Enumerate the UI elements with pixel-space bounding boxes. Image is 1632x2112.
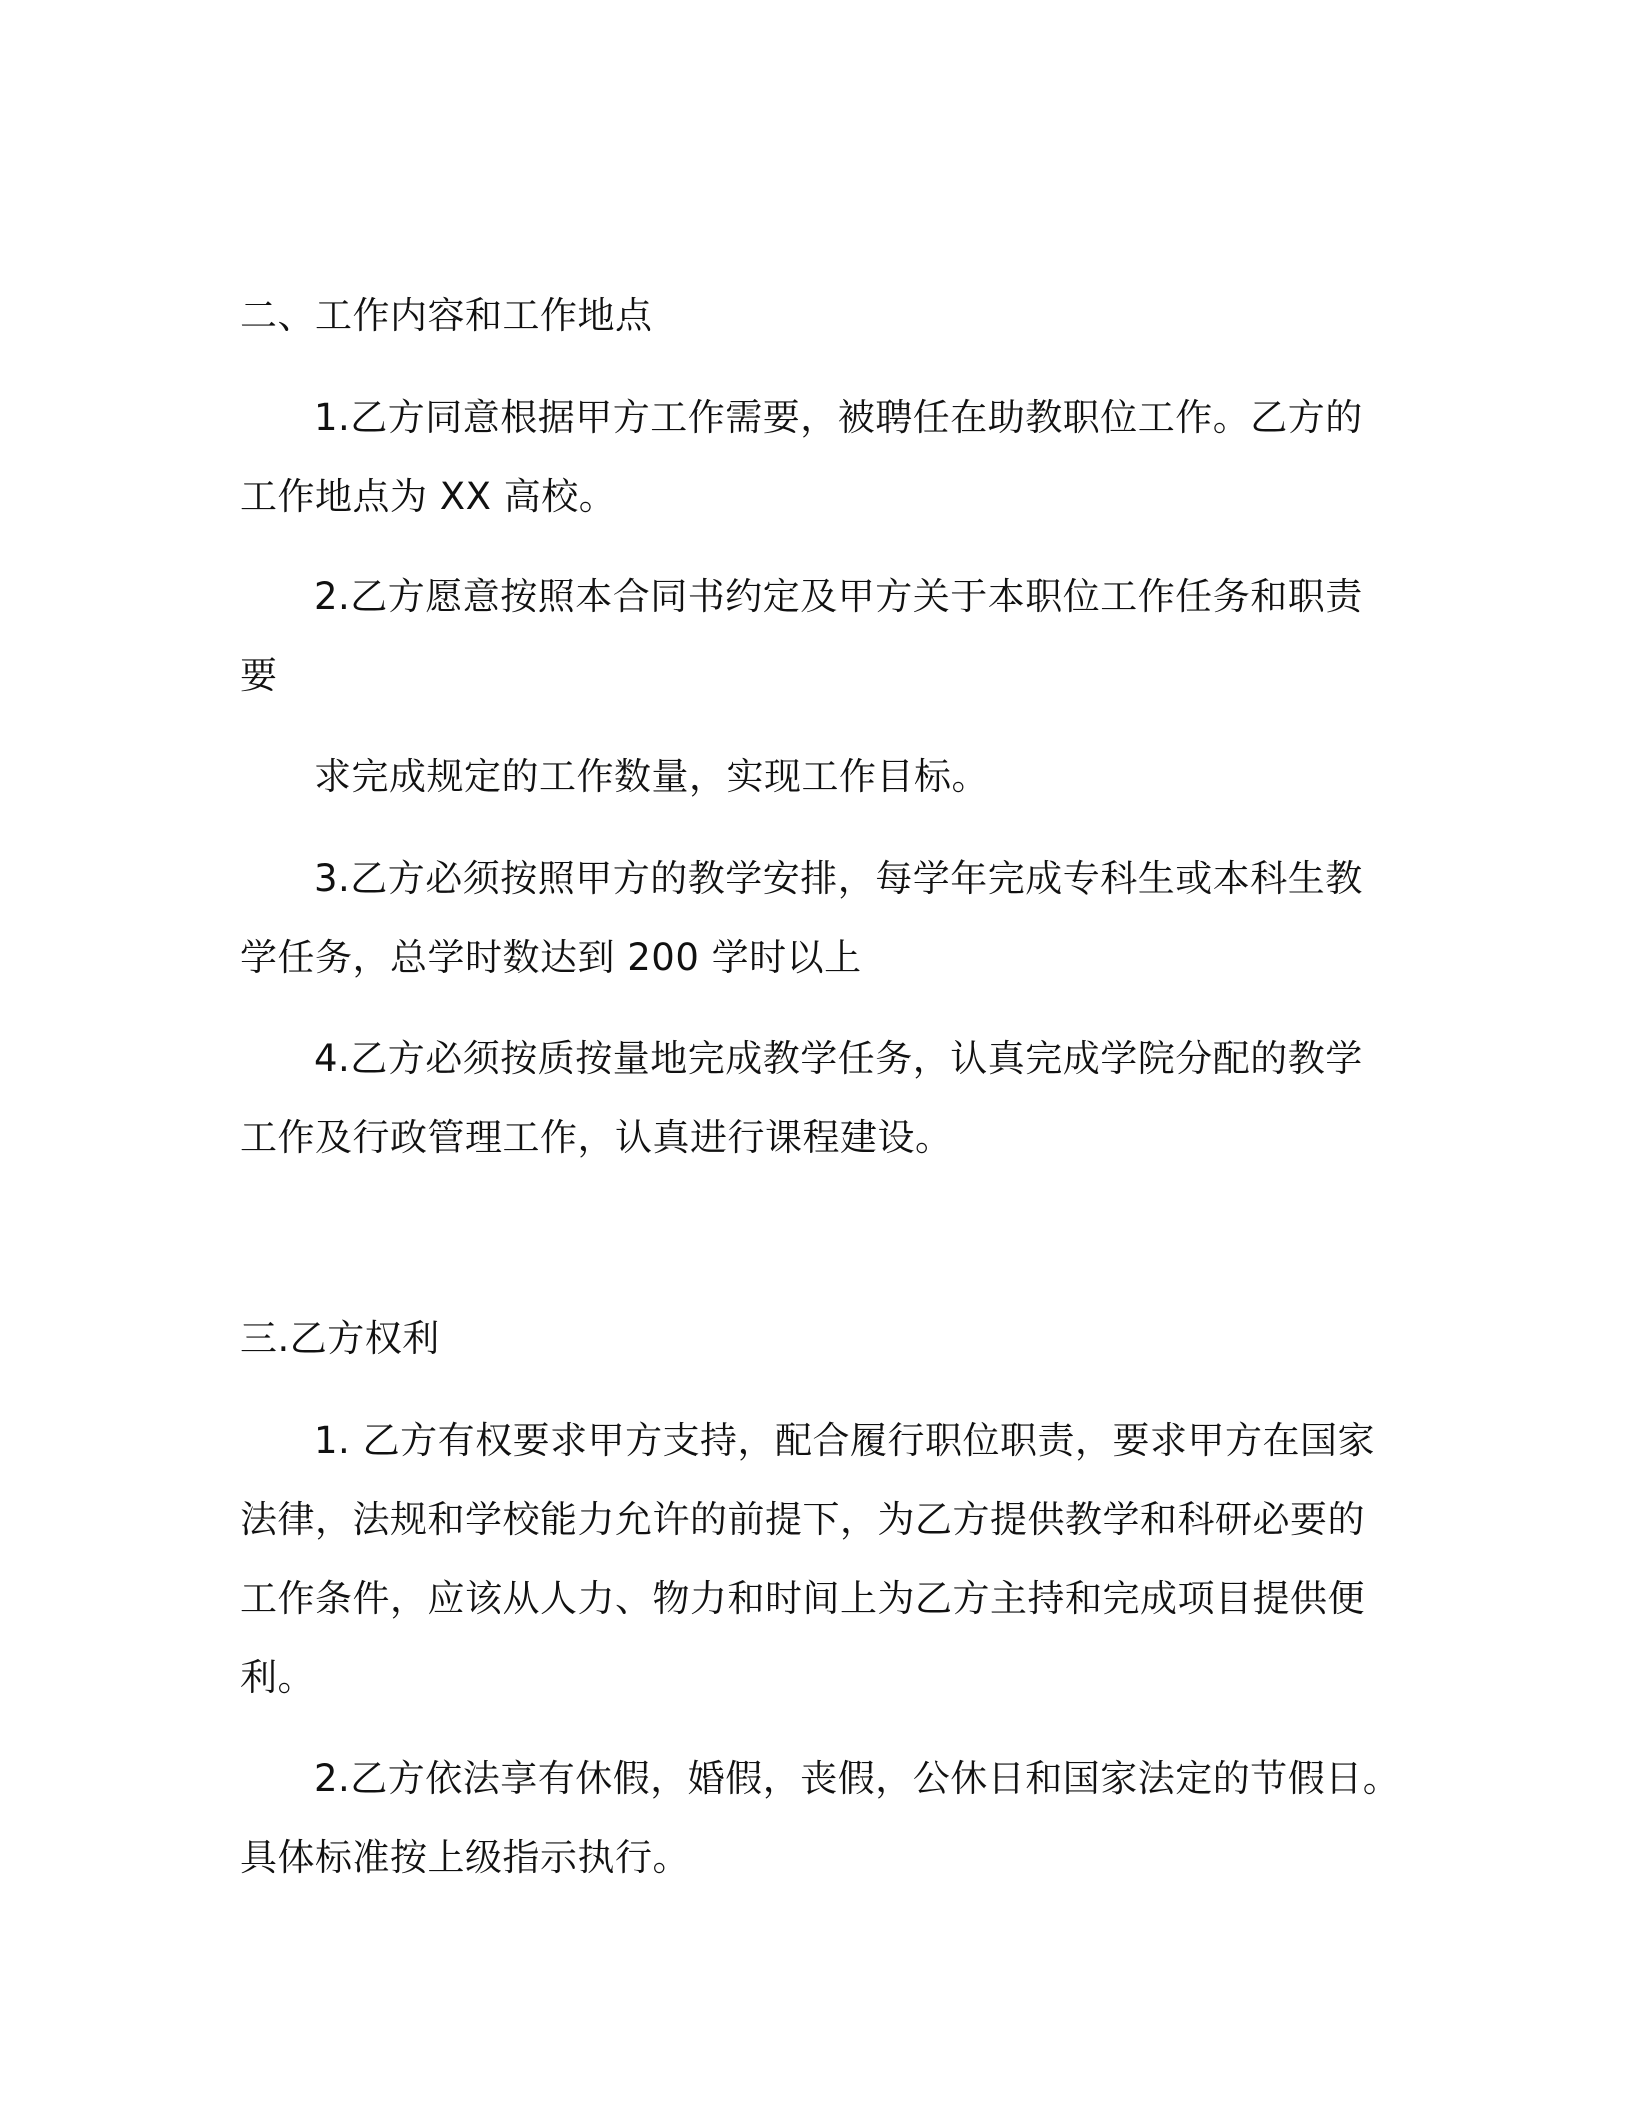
paragraph-line: 法律，法规和学校能力允许的前提下，为乙方提供教学和科研必要的 bbox=[240, 1498, 1365, 1541]
paragraph-line: 求完成规定的工作数量，实现工作目标。 bbox=[314, 755, 989, 798]
paragraph-line: 2.乙方依法享有休假，婚假，丧假，公休日和国家法定的节假日。 bbox=[314, 1757, 1401, 1800]
paragraph-line: 工作地点为 XX 高校。 bbox=[240, 475, 617, 518]
paragraph-line: 具体标准按上级指示执行。 bbox=[240, 1836, 690, 1879]
paragraph-line: 4.乙方必须按质按量地完成教学任务，认真完成学院分配的教学 bbox=[314, 1037, 1363, 1080]
paragraph-line: 学任务，总学时数达到 200 学时以上 bbox=[240, 936, 862, 979]
paragraph-line: 3.乙方必须按照甲方的教学安排，每学年完成专科生或本科生教 bbox=[314, 857, 1363, 900]
paragraph-line: 2.乙方愿意按照本合同书约定及甲方关于本职位工作任务和职责 bbox=[314, 575, 1363, 618]
paragraph-line: 工作及行政管理工作，认真进行课程建设。 bbox=[240, 1116, 953, 1159]
section-heading-work-content: 二、工作内容和工作地点 bbox=[240, 294, 653, 337]
paragraph-line: 要 bbox=[240, 654, 278, 697]
paragraph-line: 工作条件，应该从人力、物力和时间上为乙方主持和完成项目提供便 bbox=[240, 1577, 1365, 1620]
paragraph-line: 利。 bbox=[240, 1656, 315, 1699]
section-heading-rights: 三.乙方权利 bbox=[240, 1317, 440, 1360]
paragraph-line: 1. 乙方有权要求甲方支持，配合履行职位职责，要求甲方在国家 bbox=[314, 1419, 1376, 1462]
paragraph-line: 1.乙方同意根据甲方工作需要，被聘任在助教职位工作。乙方的 bbox=[314, 396, 1363, 439]
